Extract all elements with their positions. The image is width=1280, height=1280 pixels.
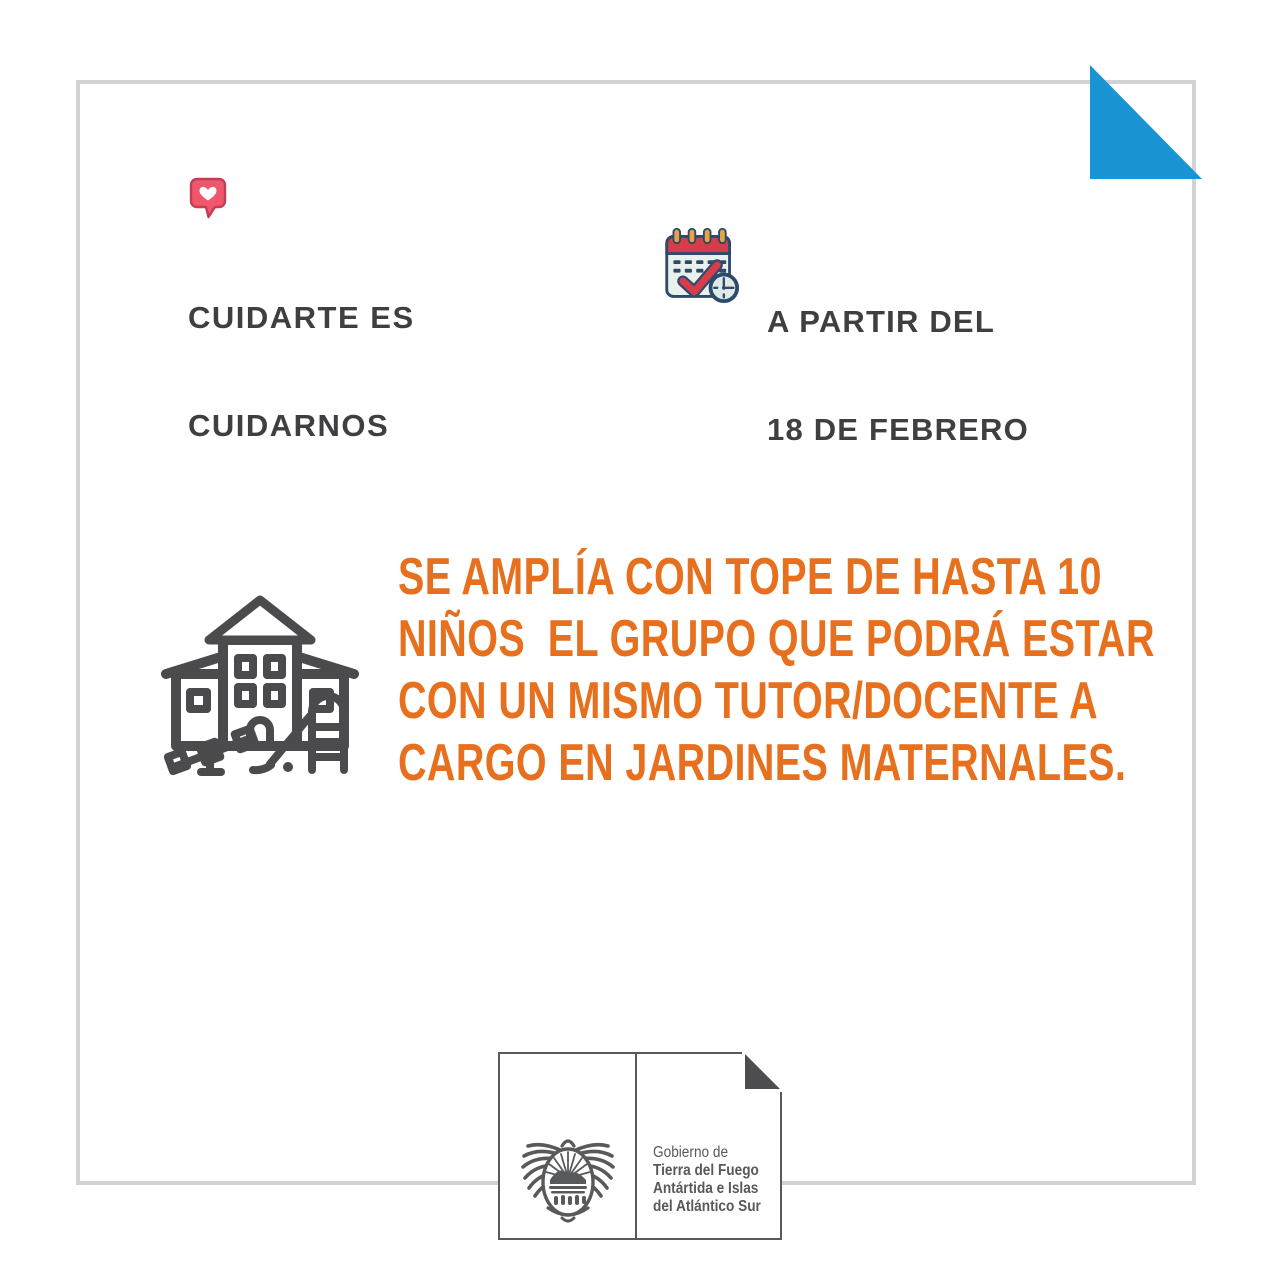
headline-line-4: CARGO EN JARDINES MATERNALES.	[398, 734, 1127, 792]
org-prefix: Gobierno de	[653, 1144, 729, 1161]
org-name-line1: Tierra del Fuego	[653, 1162, 759, 1179]
org-name-line2: Antártida e Islas	[653, 1180, 759, 1197]
tierra-del-fuego-coat-of-arms	[516, 1134, 620, 1226]
headline-line-2: NIÑOS EL GRUPO QUE PODRÁ ESTAR	[398, 610, 1155, 668]
calendar-check-icon	[661, 226, 741, 304]
school-playground-icon	[160, 586, 360, 776]
heart-message-icon	[188, 176, 228, 226]
campaign-title-line1: CUIDARTE ES	[188, 300, 415, 335]
campaign-block	[188, 176, 415, 516]
schedule-block	[661, 226, 1029, 520]
headline	[398, 546, 1280, 794]
headline-line-1: SE AMPLÍA CON TOPE DE HASTA 10	[398, 548, 1102, 606]
schedule-line2: 18 DE FEBRERO	[767, 412, 1029, 447]
org-name-line3: del Atlántico Sur	[653, 1198, 761, 1215]
logo-text-box	[637, 1052, 782, 1240]
schedule-line1: A PARTIR DEL	[767, 304, 995, 339]
government-logo	[498, 1052, 782, 1240]
logo-emblem-box	[498, 1052, 637, 1240]
headline-line-3: CON UN MISMO TUTOR/DOCENTE A	[398, 672, 1099, 730]
campaign-title-line2: CUIDARNOS	[188, 408, 390, 443]
